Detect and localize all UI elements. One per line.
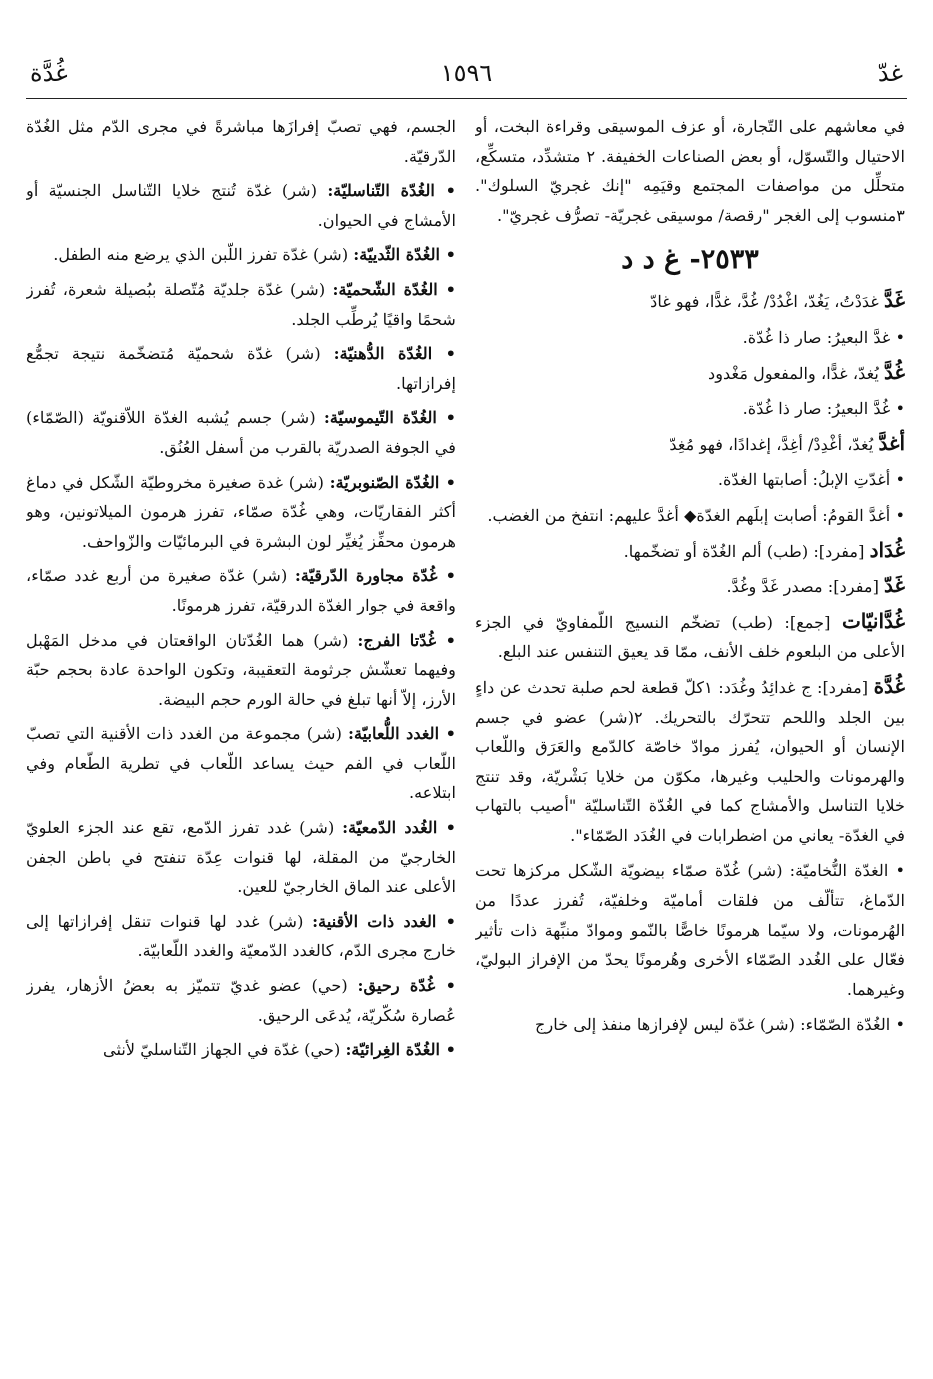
dictionary-entry xyxy=(26,626,456,715)
entry-definition: غدَدْتُ، يَغُدّ، اغْدُدْ/ غُدَّ، غدًّا، فهو غادّ xyxy=(650,292,885,312)
dictionary-entry xyxy=(26,275,456,334)
dictionary-entry xyxy=(26,468,456,557)
entry-definition: [مفرد]: مصدر غَدَّ وغُدَّ. xyxy=(726,577,885,597)
entry-definition: [مفرد]: (طب) ألم الغُدّة أو تضخّمها. xyxy=(623,541,870,561)
entry-headword: غَدَّ xyxy=(884,288,905,313)
entry-definition: (شر) غدّة تفرز اللّبن الذي يرضع منه الطفل. xyxy=(53,245,354,265)
dictionary-entry xyxy=(26,561,456,620)
dictionary-entry xyxy=(26,176,456,235)
page-number: ١٥٩٦ xyxy=(440,59,493,87)
entry-subterm: • الغدد اللُّعابيّة: xyxy=(348,724,456,744)
dictionary-entry xyxy=(475,571,905,602)
entry-subterm: • الغُدد الدّمعيّة: xyxy=(342,818,456,838)
entry-subterm: • الغُدّة التّناسليّة: xyxy=(327,181,456,201)
dictionary-entry xyxy=(475,536,905,567)
entry-headword: أغدَّ xyxy=(878,430,905,455)
entry-definition: • الغدّة النُّخاميّة: (شر) غُدّة صمّاء بيضويّة الشّكل مركزها تحت الدّماغ، تتألّف من فلقات أماميّة وخلفيّة، تُفرز عددًا من الهُرمونات، ولا سيّما هرمونًا خاصًّا بالنّمو وموادّ منبِّهة ذات تأثير فعّال على الغُدد الصّمّاء الأخرى وهُرمونًا يحدّ من الإفراز البوليّ، وغيرهما. xyxy=(475,861,905,999)
dictionary-entry xyxy=(475,855,905,1004)
entry-subterm: • غُدّة مجاورة الدّرقيّة: xyxy=(294,566,456,586)
entry-definition: (شر) غدة صغيرة مخروطيّة الشّكل في دماغ أكثر الفقاريّات، وهي غُدّة صمّاء، تفرز هرمون الميلاتونين، وهو هرمون محفِّز يُغيِّر لون البشرة في البرمائيّات والزّواحف. xyxy=(26,472,456,551)
dictionary-entry xyxy=(475,672,905,851)
entry-headword: غُدَاد xyxy=(869,537,905,562)
entry-definition: يُغدّ، غدًّا، والمفعول مَغْدود xyxy=(708,363,885,383)
entry-subterm: • غُدّتا الفرج: xyxy=(357,630,456,650)
entry-subterm: • الغُدّة التّيموسيّة: xyxy=(323,408,456,428)
dictionary-entry xyxy=(475,429,905,460)
entry-definition: • غُدَّ البعيرُ: صار ذا غُدّة. xyxy=(742,399,905,419)
entry-definition: (شر) هما الغُدّتان الواقعتان في مدخل المَهْبل وفيهما تعشّش جرثومة التعقيبة، وتكون الواحدة عادة بحجم حبّة الأرز، إلاّ أنها تبلغ في حالة الورم حجم البيضة. xyxy=(26,630,456,709)
dictionary-entry xyxy=(26,813,456,902)
dictionary-entry xyxy=(26,240,456,270)
dictionary-entry xyxy=(26,907,456,966)
dictionary-entry xyxy=(26,112,456,171)
entry-definition: (شر) غدد تفرز الدّمع، تقع عند الجزء العلويّ الخارجيّ من المقلة، لها قنوات عِدّة تنفتح في باطن الجفن الأعلى عند الماق الخارجيّ للعين. xyxy=(26,818,456,897)
dictionary-entry xyxy=(475,1009,905,1040)
entry-headword: غُدَّانيّات xyxy=(841,608,905,633)
entry-definition: (حي) غدّة في الجهاز التّناسليّ لأنثى xyxy=(103,1040,346,1060)
header-guide-word-right: غدّ xyxy=(877,59,903,87)
right-entries xyxy=(475,286,905,1040)
dictionary-entry xyxy=(475,358,905,389)
entry-definition: (شر) غدّة تُنتج خلايا التّناسل الجنسيّة أو الأمشاج في الحيوان. xyxy=(26,181,456,230)
entry-subterm: • غُدّة رحيق: xyxy=(357,976,456,996)
entry-headword: غُدَّة xyxy=(873,673,905,698)
entry-definition: [مفرد]: ج غدائِدُ وغُدَد: ١كلّ قطعة لحم صلبة تحدث عن داءٍ بين الجلد واللحم تتحرّك بالتحريك. ٢(شر) عضو في جسم الإنسان أو الحيوان، يُفرز موادّ خاصّة كالدّمع والعَرَق واللّعاب والهرمونات والحليب وغيرها، مكوّن من خلايا بَشْريّة، وقد تنتج خلايا التناسل والأمشاج كما في الغُدّة التّناسليّة "أصيب بالتهاب في الغدّة- يعاني من اضطرابات في الغُدَد الصّمّاء". xyxy=(475,677,905,845)
left-entries xyxy=(26,112,456,1065)
right-column xyxy=(475,112,905,1362)
dictionary-entry xyxy=(475,464,905,495)
dictionary-entry xyxy=(475,286,905,317)
dictionary-entry xyxy=(475,393,905,424)
entry-definition: (شر) مجموعة من الغدد ذات الأقنية التي تصبّ اللّعاب في الفم حيث يساعد اللّعاب في تطرية الطّعام وفي ابتلاعه. xyxy=(26,724,456,803)
entry-definition: الجسم، فهي تصبّ إفرازَها مباشرةً في مجرى الدّم مثل الغُدّة الدّرقيّة. xyxy=(26,117,456,166)
entry-definition: [جمع]: (طب) تضخّم النسيج اللّمفاويّ في الجزء الأعلى من البلعوم خلف الأنف، ممّا قد يعيق التنفس عند البلع. xyxy=(475,612,905,662)
entry-definition: يُغدّ، أغْدِدْ/ أغِدَّ، إغدادًا، فهو مُغِدّ xyxy=(669,434,879,454)
header-guide-word-left: غُدَّة xyxy=(30,59,68,87)
entry-definition: (حي) عضو غديّ تتميّز به بعضُ الأزهار، يفرز عُصارة سُكّريّة، يُدعَى الرحيق. xyxy=(26,976,456,1025)
entry-subterm: • الغُدّة الشّحميّة: xyxy=(332,279,456,299)
entry-definition: (شر) غدّة صغيرة من أربع غدد صمّاء، واقعة في جوار الغدّة الدرقيّة، تفرز هرمونًا. xyxy=(26,566,456,615)
dictionary-entry xyxy=(26,403,456,462)
dictionary-entry xyxy=(26,971,456,1030)
entry-definition: • الغُدّة الصّمّاء: (شر) غدّة ليس لإفرازها منفذ إلى خارج xyxy=(535,1015,905,1035)
dictionary-entry xyxy=(475,607,905,667)
entry-subterm: • الغُدّة الثّدييّة: xyxy=(353,245,456,265)
entry-subterm: • الغُدّة الصّنوبريّة: xyxy=(329,472,456,492)
root-section-title: ٢٥٣٣- غ د د xyxy=(621,244,759,276)
entry-subterm: • الغُدّة الغِرائيّة: xyxy=(345,1040,456,1060)
dictionary-entry xyxy=(26,339,456,398)
entry-headword: غَدّ xyxy=(884,573,905,598)
dictionary-entry xyxy=(26,1035,456,1065)
entry-definition: (شر) غدّة شحميّة مُتضخّمة نتيجة تجمُّع إفرازاتها. xyxy=(26,344,456,393)
entry-definition: • غدَّ البعيرُ: صار ذا غُدّة. xyxy=(742,327,905,347)
dictionary-entry xyxy=(26,719,456,808)
dictionary-entry xyxy=(475,500,905,531)
intro-paragraph: في معاشهم على التّجارة، أو عزف الموسيقى وقراءة البخت، أو الاحتيال والتّسوّل، أو بعض الصناعات الخفيفة. ٢ متشدِّد، متسكِّع، متحلِّل من مواصفات المجتمع وقيَمِه "إنك غجريّ السلوك". ٣منسوب إلى الغجر "رقصة/ موسيقى غجريّة- تصرُّف غجريّ". xyxy=(475,117,905,225)
dictionary-entry xyxy=(475,322,905,353)
entry-definition: • أغدّتِ الإبلُ: أصابتها الغدّة. xyxy=(717,470,905,490)
entry-definition: • أغدَّ القومُ: أصابت إبلَهم الغدّة◆ أغدَّ عليهم: انتفخ من الغضب. xyxy=(487,505,905,525)
entry-headword: غُدَّ xyxy=(884,359,905,384)
entry-definition: (شر) غدّة جلديّة مُتّصلة ببُصيلة شعرة، تُفرز شحمًا واقيًا يُرطِّب الجلد. xyxy=(26,279,456,329)
left-column xyxy=(26,112,456,1362)
entry-subterm: • الغُدّة الدُّهنيّة: xyxy=(333,344,456,364)
entry-definition: (شر) غدد لها قنوات تنقل إفرازاتها إلى خارج مجرى الدّم، كالغدد الدّمعيّة والغدد اللّعابيّة. xyxy=(26,911,456,961)
entry-subterm: • الغدد ذات الأقنية: xyxy=(312,911,456,931)
page-header xyxy=(26,52,907,99)
entry-definition: (شر) جسم يُشبه الغدّة اللاّقنويّة (الصّمّاء) في الجوفة الصدريّة بالقرب من أسفل العُنُق. xyxy=(26,408,456,457)
